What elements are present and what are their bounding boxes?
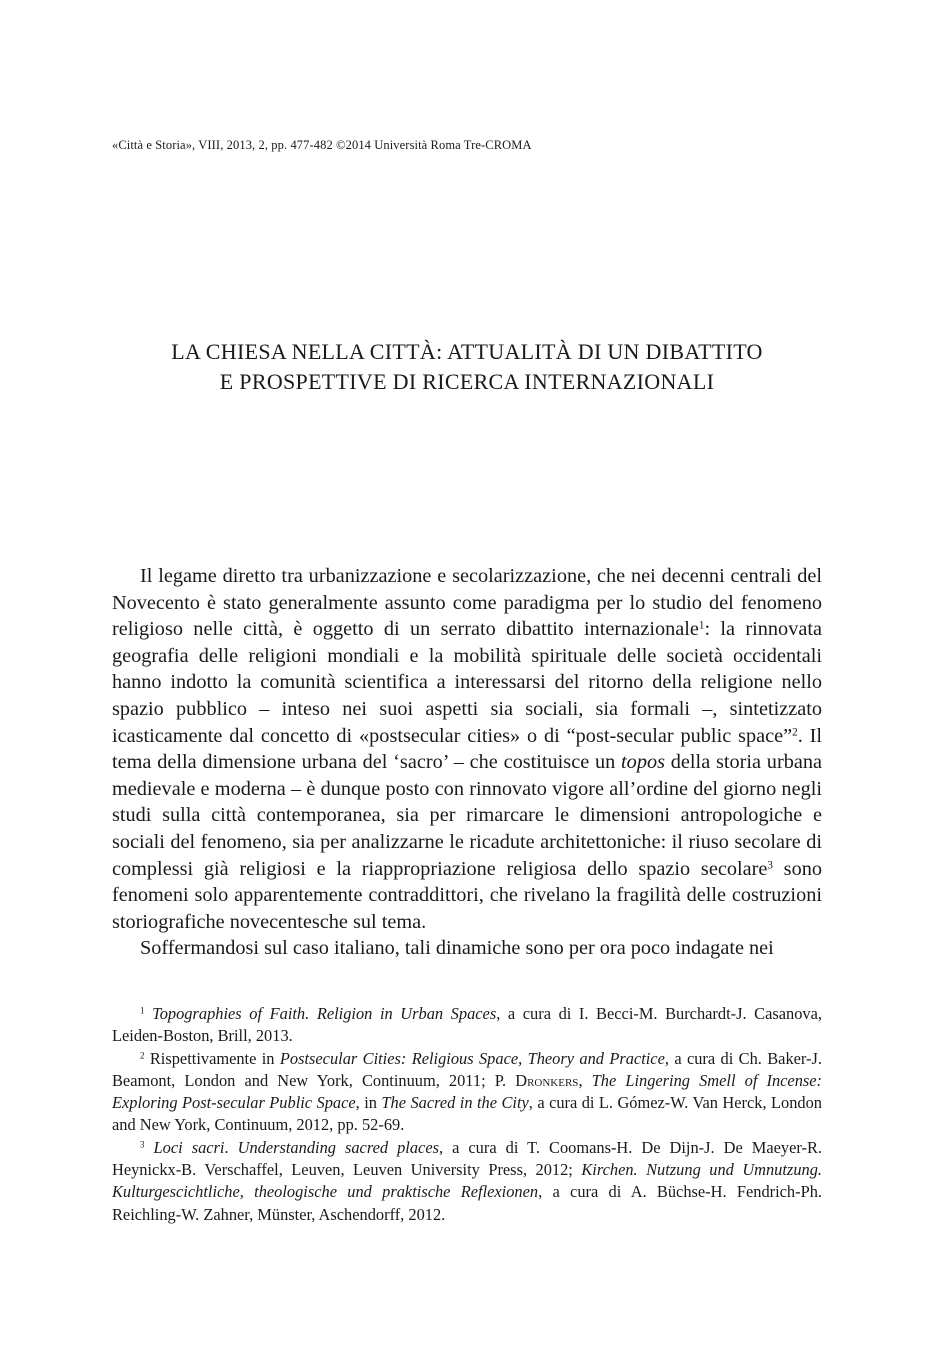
- body-text-run: sono fenomeni solo apparentemente contraddittori, che rivelano la fragilità delle costruzioni storiografiche novecentesche sul tema.: [112, 857, 822, 933]
- cited-title: Postsecular Cities: Religious Space, Theory and Practice: [279, 1048, 665, 1068]
- footnote-text: .: [224, 1137, 238, 1157]
- footnote-ref-3[interactable]: 3: [767, 858, 773, 871]
- footnote-2: [112, 1048, 822, 1137]
- cited-title: Topographies of Faith. Religion in Urban Spaces: [152, 1004, 497, 1023]
- body-text-run: : la rinnovata geografia delle religioni mondiali e la mobilità spirituale delle società occidentali hanno indotto la comunità scientifica a interessarsi del ritorno della religione nello spazio pubblico – inteso nei suoi aspetti sia sociali, sia formali –, sintetizzato icasticamente dal concetto di «postsecular cities» o di “post-secular public space”: [112, 618, 822, 747]
- cited-title: The Lingering Smell of Incense: Exploring Post-secular Public Space: [112, 1070, 822, 1113]
- cited-title: Kirchen. Nutzung und Umnutzung. Kulturgescichtliche, theologische und praktische Reflexionen: [112, 1160, 822, 1202]
- cited-title: Understanding sacred places: [237, 1137, 439, 1157]
- footnote-1: [112, 1003, 822, 1048]
- body-paragraph-2: Soffermandosi sul caso italiano, tali dinamiche sono per ora poco indagate nei: [140, 937, 774, 960]
- footnote-number: 2: [140, 1050, 145, 1061]
- body-paragraph-1: [112, 563, 822, 935]
- footnote-number: 1: [140, 1005, 145, 1016]
- footnote-text: , a cura di I. Becci-M. Burchardt-J. Casanova, Leiden-Boston, Brill, 2013.: [112, 1004, 822, 1046]
- article-title-line-1: LA CHIESA NELLA CITTÀ: ATTUALITÀ DI UN DIBATTITO: [171, 339, 763, 364]
- cited-title: Loci sacri: [153, 1137, 225, 1157]
- italic-term: topos: [621, 751, 665, 774]
- body-text-run: . Il tema della dimensione urbana del ‘sacro’ – che costituisce un: [112, 724, 822, 774]
- footnote-text: , in: [355, 1093, 382, 1113]
- body-text: [112, 563, 822, 962]
- footnote-text: ,: [578, 1070, 592, 1090]
- footnote-ref-1[interactable]: 1: [698, 619, 705, 632]
- body-text-run: della storia urbana medievale e moderna – è dunque posto con rinnovato vigore all’ordine del giorno negli studi sulla città contemporanea, sia per rimarcare le dimensioni antropologiche e sociali del fenomeno, sia per analizzarne le ricadute architettoniche: il riuso secolare di complessi già religiosi e la riappropriazione religiosa dello spazio secolare: [112, 751, 822, 880]
- footnote-number: 3: [140, 1139, 145, 1150]
- footnotes: [112, 1003, 822, 1226]
- footnote-text: Rispettivamente in: [149, 1048, 280, 1068]
- body-text-run: Il legame diretto tra urbanizzazione e secolarizzazione, che nei decenni centrali del Novecento è stato generalmente assunto come paradigma per lo studio del fenomeno religioso nelle città, è oggetto di un serrato dibattito internazionale: [112, 565, 822, 641]
- footnote-ref-2[interactable]: 2: [792, 725, 798, 738]
- running-header: «Città e Storia», VIII, 2013, 2, pp. 477-482 ©2014 Università Roma Tre-CROMA: [112, 138, 532, 152]
- footnote-3: [112, 1137, 822, 1226]
- cited-author: Dronkers: [515, 1070, 579, 1090]
- footnote-text: , a cura di Ch. Baker-J. Beamont, London and New York, Continuum, 2011; P.: [112, 1048, 822, 1090]
- footnote-text: , a cura di T. Coomans-H. De Dijn-J. De Maeyer-R. Heynickx-B. Verschaffel, Leuven, Leuven University Press, 2012;: [112, 1137, 822, 1180]
- article-title-line-2: E PROSPETTIVE DI RICERCA INTERNAZIONALI: [219, 369, 715, 394]
- footnote-text: , a cura di L. Gómez-W. Van Herck, London and New York, Continuum, 2012, pp. 52-69.: [112, 1093, 822, 1135]
- cited-title: The Sacred in the City: [381, 1093, 529, 1113]
- footnote-text: , a cura di A. Büchse-H. Fendrich-Ph. Reichling-W. Zahner, Münster, Aschendorff, 2012.: [112, 1182, 822, 1224]
